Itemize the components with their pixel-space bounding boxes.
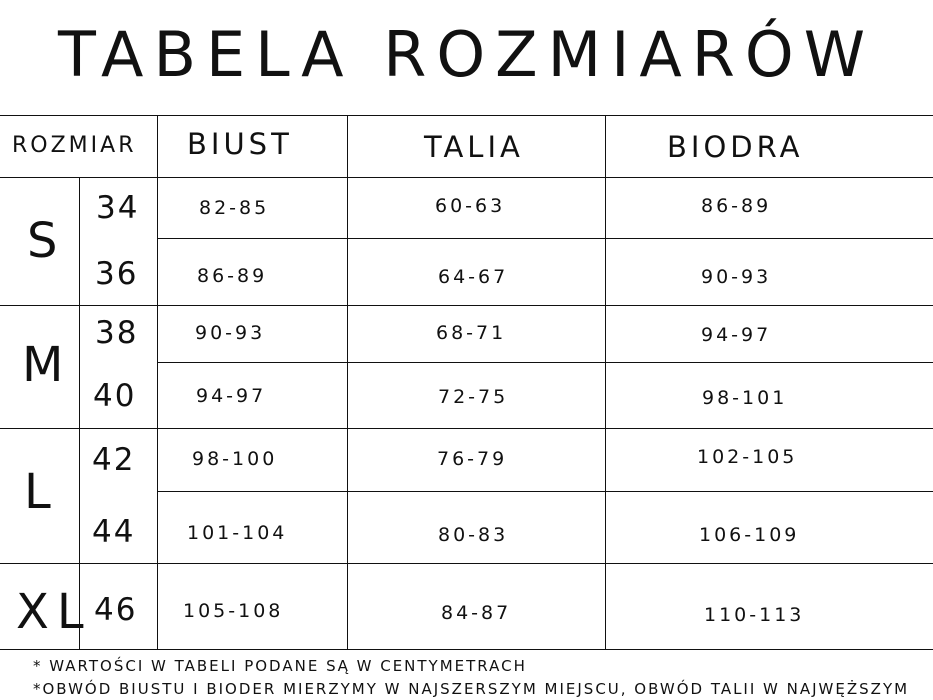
size-number: 34	[96, 190, 140, 226]
size-group-label: L	[24, 464, 51, 520]
bust-value: 90-93	[195, 322, 266, 344]
header-bust: BIUST	[187, 127, 293, 161]
waist-value: 80-83	[438, 524, 509, 546]
bust-value: 82-85	[199, 197, 270, 219]
size-number: 42	[92, 442, 136, 478]
hips-value: 98-101	[702, 387, 788, 409]
hips-value: 94-97	[701, 324, 772, 346]
size-number: 46	[94, 592, 138, 628]
row-divider	[158, 238, 933, 239]
waist-value: 84-87	[441, 602, 512, 624]
size-number: 40	[93, 378, 137, 414]
table-border-top	[0, 115, 933, 116]
waist-value: 64-67	[438, 266, 509, 288]
size-group-label: S	[27, 213, 58, 269]
footnote: * WARTOŚCI W TABELI PODANE SĄ W CENTYMETRACH	[33, 657, 527, 675]
table-border-bottom	[0, 649, 933, 650]
header-divider	[0, 177, 933, 178]
row-divider	[158, 362, 933, 363]
group-divider	[0, 563, 933, 564]
column-divider	[605, 115, 606, 649]
size-group-label: M	[22, 337, 64, 393]
bust-value: 101-104	[187, 522, 288, 544]
hips-value: 110-113	[704, 604, 805, 626]
header-hips: BIODRA	[667, 130, 804, 164]
hips-value: 102-105	[697, 446, 798, 468]
waist-value: 68-71	[436, 322, 507, 344]
page-title: TABELA ROZMIARÓW	[58, 18, 875, 91]
footnote: *OBWÓD BIUSTU I BIODER MIERZYMY W NAJSZERSZYM MIEJSCU, OBWÓD TALII W NAJWĘŻSZYM	[33, 680, 910, 698]
bust-value: 105-108	[183, 600, 284, 622]
hips-value: 86-89	[701, 195, 772, 217]
size-number: 38	[95, 315, 139, 351]
size-number: 44	[92, 514, 136, 550]
column-divider	[157, 115, 158, 649]
row-divider	[158, 491, 933, 492]
waist-value: 76-79	[437, 448, 508, 470]
column-divider	[347, 115, 348, 649]
bust-value: 94-97	[196, 385, 267, 407]
waist-value: 72-75	[438, 386, 509, 408]
waist-value: 60-63	[435, 195, 506, 217]
group-divider	[0, 428, 933, 429]
size-group-label: XL	[16, 584, 92, 640]
size-number: 36	[95, 256, 139, 292]
group-divider	[0, 305, 933, 306]
bust-value: 98-100	[192, 448, 278, 470]
header-size: ROZMIAR	[12, 133, 137, 158]
column-divider	[79, 177, 80, 649]
header-waist: TALIA	[424, 130, 524, 164]
hips-value: 106-109	[699, 524, 800, 546]
hips-value: 90-93	[701, 266, 772, 288]
bust-value: 86-89	[197, 265, 268, 287]
